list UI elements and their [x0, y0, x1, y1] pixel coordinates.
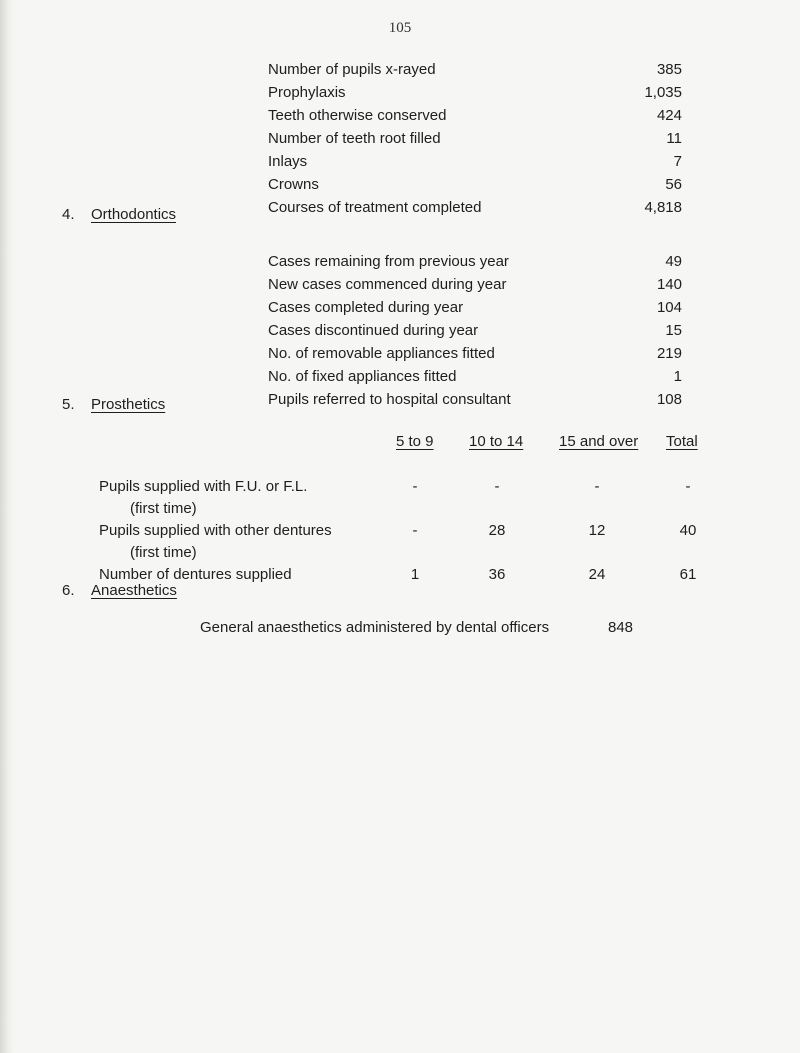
row-label: Pupils supplied with F.U. or F.L. [99, 478, 308, 495]
ortho-value: 108 [656, 391, 682, 408]
row-label: Pupils supplied with other dentures [99, 522, 332, 539]
table-cell: 12 [588, 522, 606, 539]
ortho-label: No. of removable appliances fitted [268, 345, 495, 362]
ortho-label: Cases completed during year [268, 299, 464, 316]
section-number: 5. [62, 396, 75, 413]
stat-value: 56 [665, 176, 682, 193]
row-sublabel: (first time) [130, 500, 197, 517]
section-title-anaesthetics: Anaesthetics [91, 582, 177, 599]
ortho-value: 49 [665, 253, 682, 270]
stat-value: 385 [656, 61, 682, 78]
ortho-value: 15 [665, 322, 682, 339]
stat-value: 4,818 [644, 199, 682, 216]
table-cell: - [594, 478, 600, 495]
table-cell: 28 [488, 522, 506, 539]
column-header: 5 to 9 [396, 433, 434, 450]
stat-value: 1,035 [644, 84, 682, 101]
anaesthetics-label: General anaesthetics administered by dental officers [200, 619, 550, 636]
page-number: 105 [388, 20, 412, 36]
ortho-label: No. of fixed appliances fitted [268, 368, 457, 385]
section-number: 6. [62, 582, 75, 599]
ortho-label: Cases discontinued during year [268, 322, 479, 339]
stat-label: Teeth otherwise conserved [268, 107, 447, 124]
scan-edge [0, 0, 14, 1053]
ortho-label: Pupils referred to hospital consultant [268, 391, 511, 408]
stat-label: Inlays [268, 153, 308, 170]
section-title-prosthetics: Prosthetics [91, 396, 166, 413]
ortho-label: Cases remaining from previous year [268, 253, 509, 270]
section-number: 4. [62, 206, 75, 223]
table-cell: 1 [410, 566, 420, 583]
table-cell: - [412, 478, 418, 495]
table-cell: - [494, 478, 500, 495]
ortho-value: 104 [656, 299, 682, 316]
ortho-value: 140 [656, 276, 682, 293]
column-header: Total [666, 433, 698, 450]
stat-label: Prophylaxis [268, 84, 346, 101]
stat-label: Number of teeth root filled [268, 130, 441, 147]
row-sublabel: (first time) [130, 544, 197, 561]
column-header: 10 to 14 [469, 433, 524, 450]
stat-value: 424 [656, 107, 682, 124]
table-cell: - [685, 478, 691, 495]
table-cell: 24 [588, 566, 606, 583]
stat-label: Number of pupils x-rayed [268, 61, 436, 78]
stat-label: Crowns [268, 176, 319, 193]
ortho-value: 1 [673, 368, 682, 385]
table-cell: - [412, 522, 418, 539]
stat-label: Courses of treatment completed [268, 199, 482, 216]
section-title-orthodontics: Orthodontics [91, 206, 177, 223]
stat-value: 7 [673, 153, 682, 170]
stat-value: 11 [666, 130, 682, 147]
table-cell: 40 [679, 522, 697, 539]
column-header: 15 and over [559, 433, 639, 450]
ortho-label: New cases commenced during year [268, 276, 507, 293]
table-cell: 36 [488, 566, 506, 583]
table-cell: 61 [679, 566, 697, 583]
ortho-value: 219 [656, 345, 682, 362]
row-label: Number of dentures supplied [99, 566, 292, 583]
anaesthetics-value: 848 [608, 619, 634, 636]
